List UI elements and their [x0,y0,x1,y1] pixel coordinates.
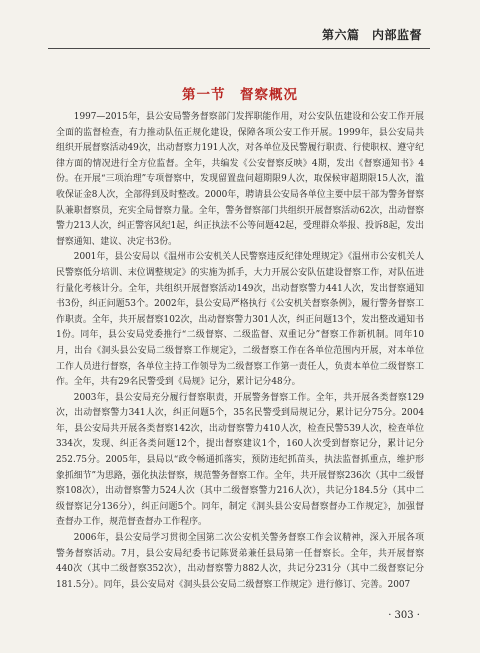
paragraph: 2001年，县公安局以《温州市公安机关人民警察违反纪律处理规定》《温州市公安机关人民警察低分培训、末位调整规定》的实施为抓手，大力开展公安队伍建设督察工作，对队伍进行量化考核计分。全年，共组织开展督察活动149次，出动督察警力441人次，发出督察通知书3份，纠正问题53个。2002年，县公安局严格执行《公安机关督察条例》，履行警务督察工作职责。全年，共开展督察102次，出动督察警力301人次，纠正问题13个，发出整改通知书1份。同年，县公安局党委推行“二级督察、二级监督、双重记分”督察工作新机制。同年10月，出台《洞头县公安局二级督察工作规定》，二级督察工作在各单位范围内开展，对本单位工作人员进行督察，各单位主持工作领导为二级督察工作第一责任人，负责本单位二级督察工作。全年，共有29名民警受到《局规》记分，累计记分48分。 [56,252,424,388]
page-number: · 303 · [388,610,420,621]
paragraph: 2003年，县公安局充分履行督察职责，开展警务督察工作。全年，共开展各类督察129次，出动督察警力341人次，纠正问题5个，35名民警受到局规记分，累计记分75分。2004年，县公安局共开展各类督察142次，出动督察警力410人次，检查民警539人次，检查单位334次，发现、纠正各类问题12个，提出督察建议1个，160人次受到督察记分，累计记分252.75分。2005年，县局以“政令畅通抓落实，预防违纪抓苗头，执法监督抓重点，维护形象抓细节”为思路，强化执法督察，规范警务督察工作。全年，共开展督察236次（其中二级督察108次），出动督察警力524人次（其中二级督察警力216人次），共记分184.5分（其中二级督察记分136分），纠正问题5个。同年，制定《洞头县公安局督察督办工作规定》，加强督查督办工作，规范督查督办工作程序。 [56,392,424,528]
paragraph: 2006年，县公安局学习贯彻全国第二次公安机关警务督察工作会议精神，深入开展各项警务督察活动。7月，县公安局纪委书记陈贤弟兼任县局第一任督察长。全年，共开展督察440次（其中二级督察352次），出动督察警力882人次，共记分231分（其中二级督察记分181.5分）。同年，县公安局对《洞头县公安局二级督察工作规定》进行修订、完善。2007 [56,533,424,590]
section-title: 第一节 督察概况 [182,87,298,103]
body-text [56,110,424,593]
paragraph: 1997—2015年，县公安局警务督察部门发挥职能作用，对公安队伍建设和公安工作开展全面的监督检查，有力推动队伍正规化建设，保障各项公安工作开展。1999年，县公安局共组织开展督察活动49次，出动督察力191人次，对各单位及民警履行职责、行使职权、遵守纪律方面的情况进行全方位监督。全年，共编发《公安督察反映》4期，发出《督察通知书》4份。在开展“三项治理”专项督察中，发现留置盘问超期限9人次，取保候审超期限15人次，滥收保证金8人次，全部得到及时整改。2000年，聘请县公安局各单位主要中层干部为警务督察队兼职督察员，充实全局督察力量。全年，警务督察部门共组织开展督察活动62次，出动督察警力213人次，纠正警容风纪1起，纠正执法不公等问题42起，受理群众举报、投诉8起，发出督察通知、建议、决定书3份。 [56,112,424,247]
part-title: 第六篇 内部监督 [321,28,422,42]
running-header [0,0,480,55]
header-rule [48,48,430,49]
